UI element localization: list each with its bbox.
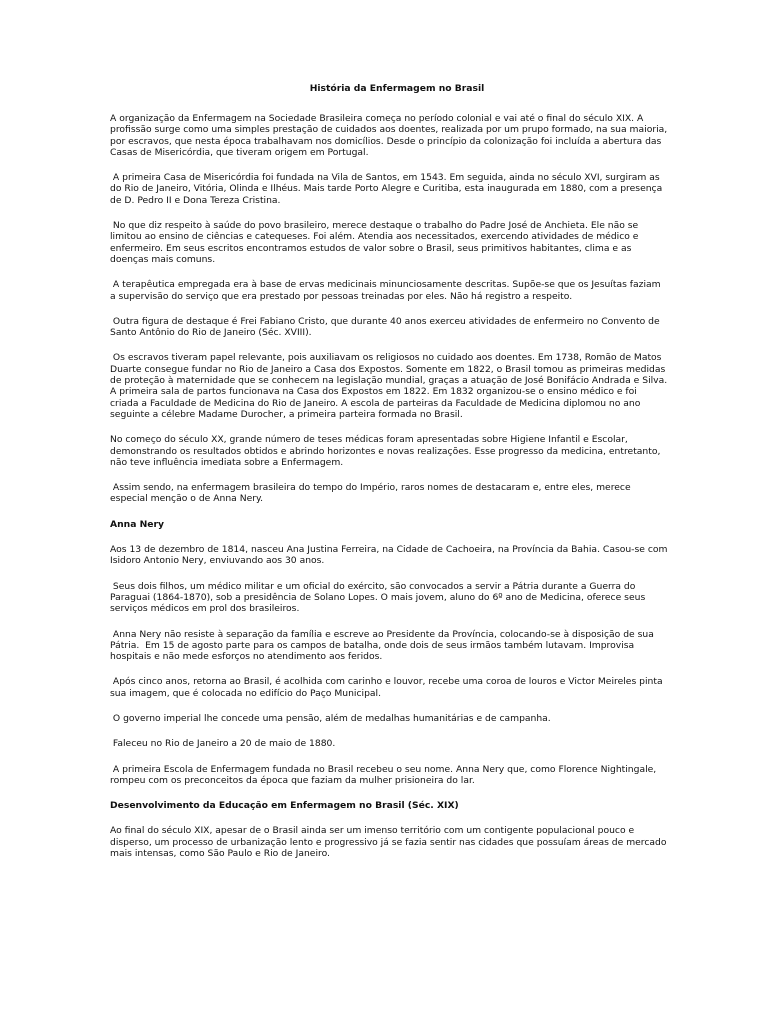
body-paragraph: Aos 13 de dezembro de 1814, nasceu Ana Justina Ferreira, na Cidade de Cachoeira, na Província da Bahia. Casou-se com Isidoro Antonio Nery, enviuvando aos 30 anos. bbox=[110, 544, 671, 567]
body-paragraph: Ao final do século XIX, apesar de o Brasil ainda ser um imenso território com um contigente populacional pouco e disperso, um processo de urbanização lento e progressivo já se fazia sentir nas cidades que possuíam áreas de mercado mais intensas, como São Paulo e Rio de Janeiro. bbox=[110, 825, 670, 860]
document-body bbox=[110, 113, 671, 860]
body-paragraph: A primeira Escola de Enfermagem fundada no Brasil recebeu o seu nome. Anna Nery que, como Florence Nightingale, rompeu com os preconceitos da época que faziam da mulher prisioneira do lar. bbox=[110, 763, 660, 786]
body-paragraph: Assim sendo, na enfermagem brasileira do tempo do Império, raros nomes de destacaram e, entre eles, merece especial menção o de Anna Nery. bbox=[110, 482, 634, 505]
body-paragraph: Após cinco anos, retorna ao Brasil, é acolhida com carinho e louvor, recebe uma coroa de louros e Victor Meireles pinta sua imagem, que é colocada no edifício do Paço Municipal. bbox=[110, 676, 666, 699]
document-title: História da Enfermagem no Brasil bbox=[309, 83, 485, 94]
body-paragraph: Seus dois filhos, um médico militar e um oficial do exército, são convocados a servir a Pátria durante a Guerra do Paraguai (1864-1870), sob a presidência de Solano Lopes. O mais jovem, aluno do 6º ano de Medicina, oferece seus serviços médicos em prol dos brasileiros. bbox=[110, 580, 649, 615]
section-heading: Anna Nery bbox=[110, 518, 165, 530]
body-paragraph: Anna Nery não resiste à separação da família e escreve ao Presidente da Província, colocando-se à disposição de sua Pátria. Em 15 de agosto parte para os campos de batalha, onde dois de seus irmãos também lutavam. Improvisa hospitais e não mede esforços no atendimento aos feridos. bbox=[110, 628, 657, 663]
section-heading: Desenvolvimento da Educação em Enfermagem no Brasil (Séc. XIX) bbox=[110, 800, 459, 812]
body-paragraph: A organização da Enfermagem na Sociedade Brasileira começa no período colonial e vai até o final do século XIX. A profissão surge como uma simples prestação de cuidados aos doentes, realizada por um prupo formado, na sua maioria, por escravos, que nesta época trabalhavam nos domicílios. Desde o princípio da colonização foi incluída a abertura das Casas de Misericórdia, que tiveram origem em Portugal. bbox=[110, 113, 671, 158]
body-paragraph: No começo do século XX, grande número de teses médicas foram apresentadas sobre Higiene Infantil e Escolar, demonstrando os resultados obtidos e abrindo horizontes e novas realizações. Esse progresso da medicina, entretanto, não teve influência imediata sobre a Enfermagem. bbox=[110, 434, 664, 468]
body-paragraph: A primeira Casa de Misericórdia foi fundada na Vila de Santos, em 1543. Em seguida, ainda no século XVI, surgiram as do Rio de Janeiro, Vitória, Olinda e Ilhéus. Mais tarde Porto Alegre e Curitiba, esta inaugurada em 1880, com a presença de D. Pedro II e Dona Tereza Cristina. bbox=[110, 172, 666, 206]
body-paragraph: Outra figura de destaque é Frei Fabiano Cristo, que durante 40 anos exerceu atividades de enfermeiro no Convento de Santo Antônio do Rio de Janeiro (Séc. XVIII). bbox=[110, 315, 663, 339]
body-paragraph: No que diz respeito à saúde do povo brasileiro, merece destaque o trabalho do Padre José de Anchieta. Ele não se limitou ao ensino de ciências e catequeses. Foi além. Atendia aos necessitados, exercendo atividades de médico e enfermeiro. Em seus escritos encontramos estudos de valor sobre o Brasil, seus primitivos habitantes, clima e as doenças mais comuns. bbox=[110, 220, 642, 265]
body-paragraph: Faleceu no Rio de Janeiro a 20 de maio de 1880. bbox=[110, 738, 336, 750]
body-paragraph: Os escravos tiveram papel relevante, pois auxiliavam os religiosos no cuidado aos doentes. Em 1738, Romão de Matos Duarte consegue fundar no Rio de Janeiro a Casa dos Expostos. Somente em 1822, o Brasil tomou as primeiras medidas de proteção à maternidade que se conhecem na legislação mundial, graças a atuação de José Bonifácio Andrada e Silva. A primeira sala de partos funcionava na Casa dos Expostos em 1822. Em 1832 organizou-se o ensino médico e foi criada a Faculdade de Medicina do Rio de Janeiro. A escola de parteiras da Faculdade de Medicina diplomou no ano seguinte a célebre Madame Durocher, a primeira parteira formada no Brasil. bbox=[110, 352, 671, 420]
body-paragraph: O governo imperial lhe concede uma pensão, além de medalhas humanitárias e de campanha. bbox=[110, 712, 551, 724]
body-paragraph: A terapêutica empregada era à base de ervas medicinais minunciosamente descritas. Supõe-se que os Jesuítas faziam a supervisão do serviço que era prestado por pessoas treinadas por eles. Não há registro a respeito. bbox=[110, 279, 664, 302]
